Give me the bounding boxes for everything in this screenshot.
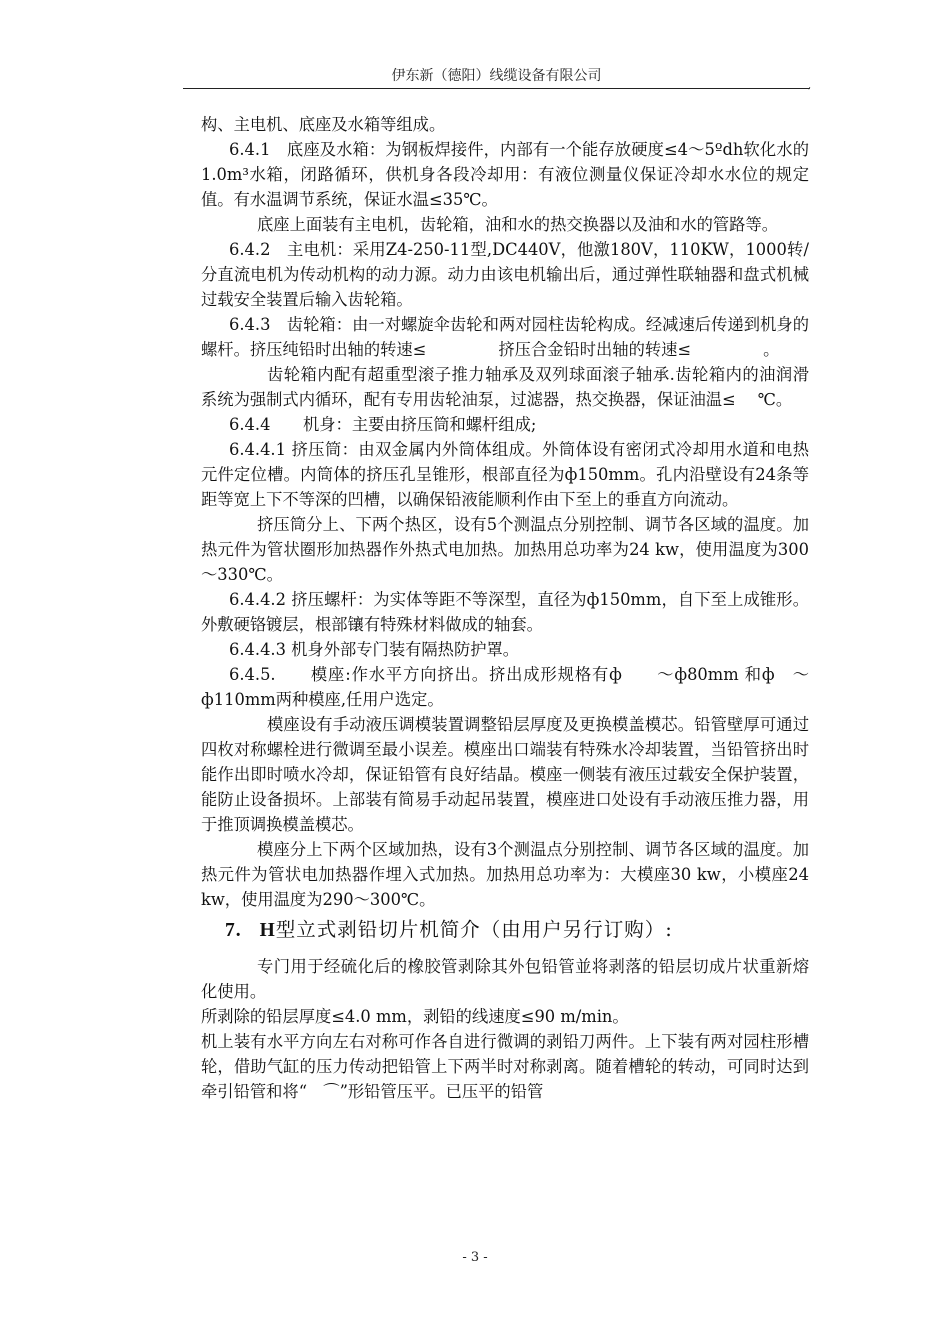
paragraph: [201, 954, 809, 1004]
paragraph-text: 齿轮箱内配有超重型滚子推力轴承及双列球面滚子轴承.齿轮箱内的油润滑系统为强制式内循环，配有专用齿轮油泵，过滤器，热交换器，保证油温≤: [201, 365, 809, 409]
paragraph-text-cont: 挤压合金铅时出轴的转速≤: [498, 340, 692, 359]
section-number: 7.: [225, 920, 242, 941]
paragraph: [201, 837, 809, 912]
paragraph: [201, 587, 809, 637]
section-letter: H: [259, 920, 276, 941]
paragraph: [201, 437, 809, 512]
section-title: 型立式剥铅切片机简介（由用户另行订购）:: [275, 918, 673, 941]
paragraph: [201, 662, 809, 712]
paragraph-text: 模座分上下两个区域加热，设有3个测温点分别控制、调节各区域的温度。加热元件为管状电加热器作埋入式加热。加热用总功率为：大模座30 kw，小模座24 kw，使用温度为290～300℃。: [201, 840, 809, 909]
paragraph-text: 6.4.4 机身：主要由挤压筒和螺杆组成;: [229, 415, 537, 434]
paragraph-text: 6.4.3 齿轮箱：由一对螺旋伞齿轮和两对园柱齿轮构成。经减速后传递到机身的螺杆。挤压纯铅时出轴的转速≤: [201, 315, 809, 359]
paragraph-text: 挤压筒分上、下两个热区，设有5个测温点分别控制、调节各区域的温度。加热元件为管状圈形加热器作外热式电加热。加热用总功率为24 kw，使用温度为300～330℃。: [201, 515, 809, 584]
paragraph-text: 6.4.4.1 挤压筒：由双金属内外筒体组成。外筒体设有密闭式冷却用水道和电热元件定位槽。内筒体的挤压孔呈锥形，根部直径为ф150mm。孔内沿壁设有24条等距等宽上下不等深的凹槽，以确保铅液能顺利作由下至上的垂直方向流动。: [201, 440, 809, 509]
paragraph-text: 6.4.4.3 机身外部专门装有隔热防护罩。: [229, 640, 520, 659]
paragraph-text-end: 。: [763, 340, 780, 359]
paragraph-text: 模座设有手动液压调模装置调整铅层厚度及更换模盖模芯。铅管壁厚可通过四枚对称螺栓进行微调至最小误差。模座出口端装有特殊水冷却装置，当铅管挤出时能作出即时喷水冷却，保证铅管有良好结晶。模座一侧装有液压过载安全保护装置，能防止设备损坏。上部装有简易手动起吊装置，模座进口处设有手动液压推力器，用于推顶调换模盖模芯。: [201, 715, 809, 834]
paragraph: [201, 412, 809, 437]
paragraph: [201, 1029, 809, 1104]
paragraph: [201, 362, 809, 412]
page-number: - 3 -: [462, 1250, 488, 1265]
company-name: 伊东新（德阳）线缆设备有限公司: [391, 68, 602, 84]
paragraph-text: 6.4.5. 模座:作水平方向挤出。挤出成形规格有ф ～ф80mm 和ф ～ф110mm两种模座,任用户选定。: [201, 665, 809, 709]
header-mark: ,: [808, 80, 812, 91]
document-body: [201, 112, 809, 1104]
paragraph-text-cont: ℃。: [757, 390, 793, 409]
page-header: [183, 66, 810, 89]
paragraph-text: 构、主电机、底座及水箱等组成。: [201, 115, 446, 134]
paragraph: [201, 137, 809, 212]
paragraph: [201, 712, 809, 837]
paragraph-group-2: [201, 954, 809, 1104]
paragraph: [201, 112, 809, 137]
paragraph-group: [201, 112, 809, 912]
paragraph-text: 专门用于经硫化后的橡胶管剥除其外包铅管並将剥落的铅层切成片状重新熔化使用。: [201, 957, 809, 1001]
paragraph: [201, 237, 809, 312]
paragraph-text: 底座上面装有主电机，齿轮箱，油和水的热交换器以及油和水的管路等。: [257, 215, 779, 234]
section-heading: [225, 916, 809, 945]
paragraph-text: 6.4.4.2 挤压螺杆：为实体等距不等深型，直径为ф150mm，自下至上成锥形。外敷硬铬镀层，根部镶有特殊材料做成的轴套。: [201, 590, 809, 634]
paragraph: [201, 512, 809, 587]
paragraph-text: 所剥除的铅层厚度≤4.0 mm，剥铅的线速度≤90 m/min。: [201, 1007, 629, 1026]
paragraph-text: 6.4.2 主电机：采用Z4-250-11型,DC440V，他激180V，110KW，1000转/分直流电机为传动机构的动力源。动力由该电机输出后，通过弹性联轴器和盘式机械过载安全装置后输入齿轮箱。: [201, 240, 809, 309]
paragraph: [201, 212, 809, 237]
paragraph: [201, 637, 809, 662]
paragraph-text: 机上装有水平方向左右对称可作各自进行微调的剥铅刀两件。上下装有两对园柱形槽轮，借助气缸的压力传动把铅管上下两半时对称剥离。随着槽轮的转动，可同时达到牵引铅管和将“ ⌒”形铅管压平。已压平的铅管: [201, 1032, 809, 1101]
paragraph: [201, 312, 809, 362]
paragraph: [201, 1004, 809, 1029]
paragraph-text: 6.4.1 底座及水箱：为钢板焊接件，内部有一个能存放硬度≤4～5ºdh软化水的1.0m³水箱，闭路循环，供机身各段冷却用：有液位测量仪保证冷却水水位的规定值。有水温调节系统，保证水温≤35℃。: [201, 140, 809, 209]
